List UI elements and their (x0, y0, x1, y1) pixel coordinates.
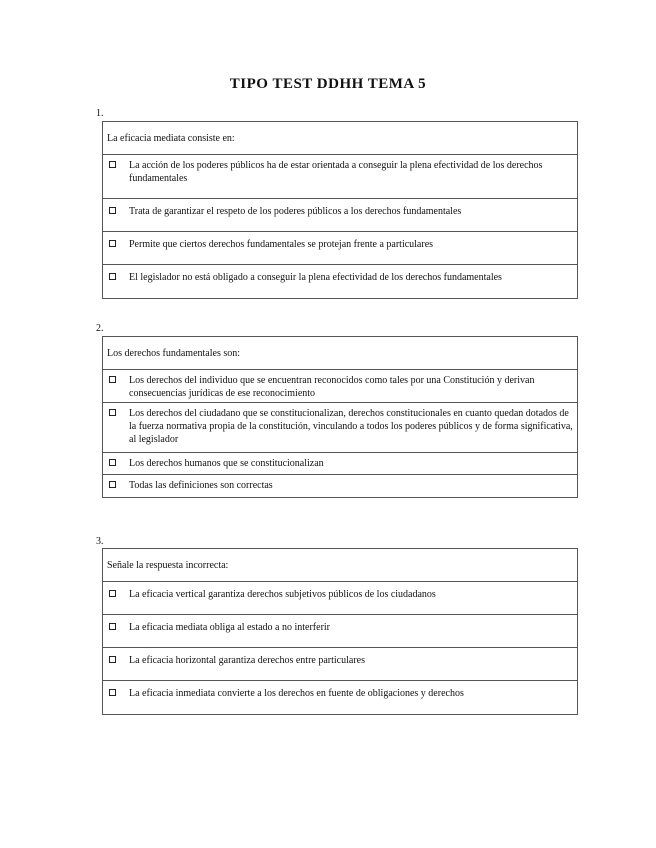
checkbox-icon[interactable] (109, 273, 116, 280)
answer-option-label: La eficacia inmediata convierte a los derechos en fuente de obligaciones y derechos (129, 688, 464, 699)
question-table (102, 121, 578, 299)
answer-option[interactable] (103, 681, 577, 714)
question-number: 2. (96, 323, 104, 334)
question-prompt: Los derechos fundamentales son: (103, 337, 577, 370)
answer-option-label: Permite que ciertos derechos fundamentales se protejan frente a particulares (129, 239, 434, 250)
question-prompt: La eficacia mediata consiste en: (103, 122, 577, 155)
answer-option[interactable] (103, 475, 577, 497)
document-title: TIPO TEST DDHH TEMA 5 (229, 76, 427, 92)
answer-option[interactable] (103, 615, 577, 648)
answer-option[interactable] (103, 155, 577, 199)
question-table (102, 336, 578, 498)
answer-option-label: Trata de garantizar el respeto de los poderes públicos a los derechos fundamentales (129, 206, 462, 217)
checkbox-icon[interactable] (109, 161, 116, 168)
question-number: 3. (96, 536, 104, 547)
answer-option-label: Los derechos humanos que se constitucionalizan (129, 458, 324, 469)
answer-option-label: La eficacia vertical garantiza derechos subjetivos públicos de los ciudadanos (129, 589, 436, 600)
answer-option[interactable] (103, 370, 577, 403)
answer-option[interactable] (103, 648, 577, 681)
checkbox-icon[interactable] (109, 207, 116, 214)
checkbox-icon[interactable] (109, 623, 116, 630)
question-table (102, 548, 578, 715)
answer-option-label: El legislador no está obligado a conseguir la plena efectividad de los derechos fundamentales (129, 272, 502, 283)
checkbox-icon[interactable] (109, 459, 116, 466)
question-number: 1. (96, 108, 104, 119)
checkbox-icon[interactable] (109, 689, 116, 696)
checkbox-icon[interactable] (109, 240, 116, 247)
answer-option-label: Los derechos del individuo que se encuentran reconocidos como tales por una Constitución y derivan consecuencias jurídicas de ese reconocimiento (129, 375, 535, 399)
question-prompt: Señale la respuesta incorrecta: (103, 549, 577, 582)
answer-option-label: Todas las definiciones son correctas (129, 480, 273, 491)
answer-option[interactable] (103, 265, 577, 298)
checkbox-icon[interactable] (109, 409, 116, 416)
answer-option[interactable] (103, 199, 577, 232)
answer-option[interactable] (103, 582, 577, 615)
checkbox-icon[interactable] (109, 376, 116, 383)
answer-option-label: La acción de los poderes públicos ha de estar orientada a conseguir la plena efectividad de los derechos fundamentales (129, 160, 543, 184)
checkbox-icon[interactable] (109, 590, 116, 597)
answer-option[interactable] (103, 232, 577, 265)
answer-option[interactable] (103, 403, 577, 453)
answer-option-label: La eficacia horizontal garantiza derechos entre particulares (129, 655, 365, 666)
checkbox-icon[interactable] (109, 656, 116, 663)
checkbox-icon[interactable] (109, 481, 116, 488)
answer-option-label: La eficacia mediata obliga al estado a no interferir (129, 622, 331, 633)
answer-option[interactable] (103, 453, 577, 475)
answer-option-label: Los derechos del ciudadano que se constitucionalizan, derechos constitucionales en cuanto quedan dotados de la fuerza normativa propia de la constitución, vinculando a todos los poderes públicos y de forma significativa, al legislador (129, 408, 573, 445)
